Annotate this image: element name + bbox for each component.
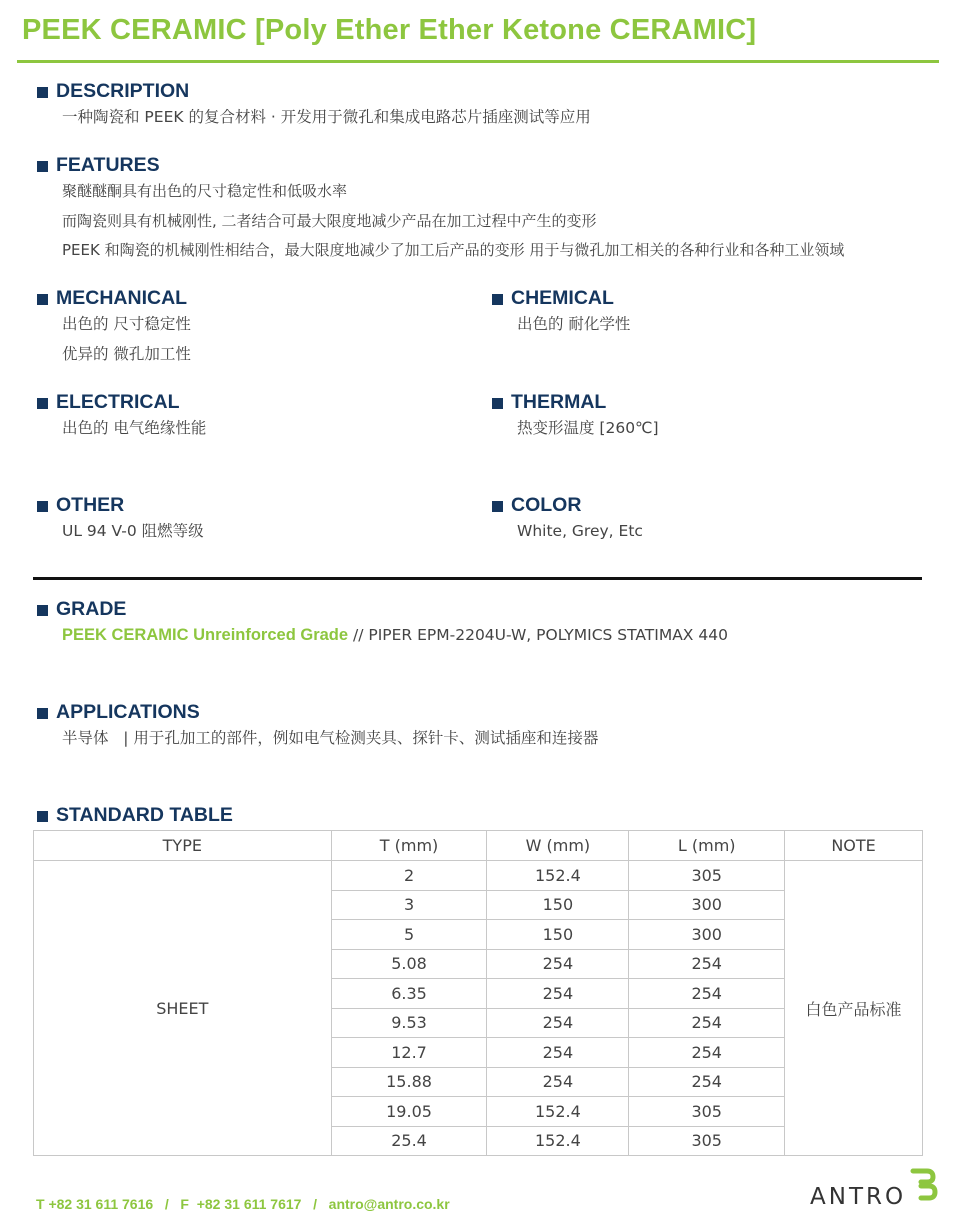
features-line: 而陶瓷则具有机械刚性, 二者结合可最大限度地减少产品在加工过程中产生的变形 [62, 211, 597, 230]
thickness-cell: 25.4 [331, 1126, 487, 1156]
electrical-line: 出色的 电气绝缘性能 [62, 419, 207, 437]
standard-table [33, 830, 923, 1156]
length-cell: 300 [629, 890, 785, 920]
column-header-width: W (mm) [487, 831, 629, 861]
thickness-cell: 15.88 [331, 1067, 487, 1097]
features-heading [37, 153, 844, 177]
features-line: PEEK 和陶瓷的机械刚性相结合，最大限度地减少了加工后产品的变形 用于与微孔加工相关的各种行业和各种工业领域 [62, 241, 845, 259]
thickness-cell: 3 [331, 890, 487, 920]
electrical-heading [37, 390, 206, 414]
mechanical-heading [37, 286, 191, 310]
column-header-length: L (mm) [629, 831, 785, 861]
square-bullet-icon [37, 811, 48, 822]
length-cell: 300 [629, 920, 785, 950]
length-cell: 305 [629, 1097, 785, 1127]
mechanical-line: 出色的 尺寸稳定性 [62, 315, 191, 333]
features-heading-text: FEATURES [56, 153, 160, 176]
length-cell: 305 [629, 861, 785, 891]
color-line: White, Grey, Etc [517, 522, 643, 540]
length-cell: 254 [629, 979, 785, 1009]
thickness-cell: 6.35 [331, 979, 487, 1009]
square-bullet-icon [492, 294, 503, 305]
description-line: 一种陶瓷和 PEEK 的复合材料 · 开发用于微孔和集成电路芯片插座测试等应用 [62, 108, 591, 126]
applications-heading-text: APPLICATIONS [56, 700, 200, 723]
grade-line [62, 621, 728, 651]
square-bullet-icon [37, 161, 48, 172]
applications-heading [37, 700, 598, 724]
grade-highlight: PEEK CERAMIC Unreinforced Grade [62, 626, 349, 644]
width-cell: 254 [487, 979, 629, 1009]
square-bullet-icon [37, 398, 48, 409]
other-heading [37, 493, 204, 517]
thickness-cell: 5 [331, 920, 487, 950]
width-cell: 254 [487, 1008, 629, 1038]
mechanical-line: 优异的 微孔加工性 [62, 344, 191, 363]
length-cell: 254 [629, 1038, 785, 1068]
table-header-row [34, 831, 923, 861]
square-bullet-icon [37, 708, 48, 719]
color-heading [492, 493, 643, 517]
length-cell: 305 [629, 1126, 785, 1156]
standard-table-heading-text: STANDARD TABLE [56, 803, 233, 826]
thickness-cell: 5.08 [331, 949, 487, 979]
grade-heading [37, 597, 728, 621]
antro-logo-icon [909, 1168, 939, 1202]
square-bullet-icon [37, 87, 48, 98]
mechanical-heading-text: MECHANICAL [56, 286, 188, 309]
column-header-thickness: T (mm) [331, 831, 487, 861]
length-cell: 254 [629, 1067, 785, 1097]
column-header-note: NOTE [785, 831, 923, 861]
applications-line: 半导体 | 用于孔加工的部件，例如电气检测夹具、探针卡、测试插座和连接器 [62, 729, 599, 747]
width-cell: 254 [487, 1038, 629, 1068]
square-bullet-icon [37, 501, 48, 512]
note-cell: 白色产品标准 [785, 861, 923, 1156]
section-divider [33, 577, 922, 580]
page-title: PEEK CERAMIC [Poly Ether Ether Ketone CERAMIC] [22, 14, 757, 46]
thermal-line: 热变形温度 [260℃] [517, 419, 659, 437]
description-heading [37, 79, 591, 103]
chemical-line: 出色的 耐化学性 [517, 315, 631, 333]
grade-heading-text: GRADE [56, 597, 127, 620]
thickness-cell: 19.05 [331, 1097, 487, 1127]
title-divider [17, 60, 939, 63]
features-line: 聚醚醚酮具有出色的尺寸稳定性和低吸水率 [62, 182, 348, 200]
standard-table-section [37, 803, 233, 827]
electrical-section [37, 390, 206, 444]
thermal-heading-text: THERMAL [511, 390, 607, 413]
width-cell: 152.4 [487, 861, 629, 891]
chemical-heading [492, 286, 630, 310]
width-cell: 254 [487, 949, 629, 979]
grade-section [37, 597, 728, 651]
chemical-section [492, 286, 630, 340]
width-cell: 254 [487, 1067, 629, 1097]
standard-table-heading [37, 803, 233, 827]
applications-section [37, 700, 598, 754]
electrical-heading-text: ELECTRICAL [56, 390, 180, 413]
thickness-cell: 12.7 [331, 1038, 487, 1068]
square-bullet-icon [37, 605, 48, 616]
table-row [34, 861, 923, 891]
length-cell: 254 [629, 949, 785, 979]
width-cell: 150 [487, 920, 629, 950]
grade-products: // PIPER EPM-2204U-W, POLYMICS STATIMAX 440 [348, 626, 728, 644]
other-line: UL 94 V-0 阻燃等级 [62, 522, 204, 540]
thermal-heading [492, 390, 659, 414]
description-section [37, 79, 591, 133]
width-cell: 152.4 [487, 1126, 629, 1156]
antro-logo [810, 1168, 940, 1212]
length-cell: 254 [629, 1008, 785, 1038]
footer-contact: T +82 31 611 7616 / F +82 31 611 7617 / antro@antro.co.kr [36, 1196, 450, 1212]
width-cell: 152.4 [487, 1097, 629, 1127]
features-section [37, 153, 844, 266]
type-cell: SHEET [34, 861, 332, 1156]
description-heading-text: DESCRIPTION [56, 79, 190, 102]
square-bullet-icon [492, 501, 503, 512]
thickness-cell: 9.53 [331, 1008, 487, 1038]
square-bullet-icon [37, 294, 48, 305]
chemical-heading-text: CHEMICAL [511, 286, 614, 309]
square-bullet-icon [492, 398, 503, 409]
thermal-section [492, 390, 659, 444]
width-cell: 150 [487, 890, 629, 920]
logo-text: ANTRO [810, 1184, 907, 1210]
other-heading-text: OTHER [56, 493, 125, 516]
color-section [492, 493, 643, 547]
other-section [37, 493, 204, 547]
color-heading-text: COLOR [511, 493, 582, 516]
mechanical-section [37, 286, 191, 369]
column-header-type: TYPE [34, 831, 332, 861]
thickness-cell: 2 [331, 861, 487, 891]
